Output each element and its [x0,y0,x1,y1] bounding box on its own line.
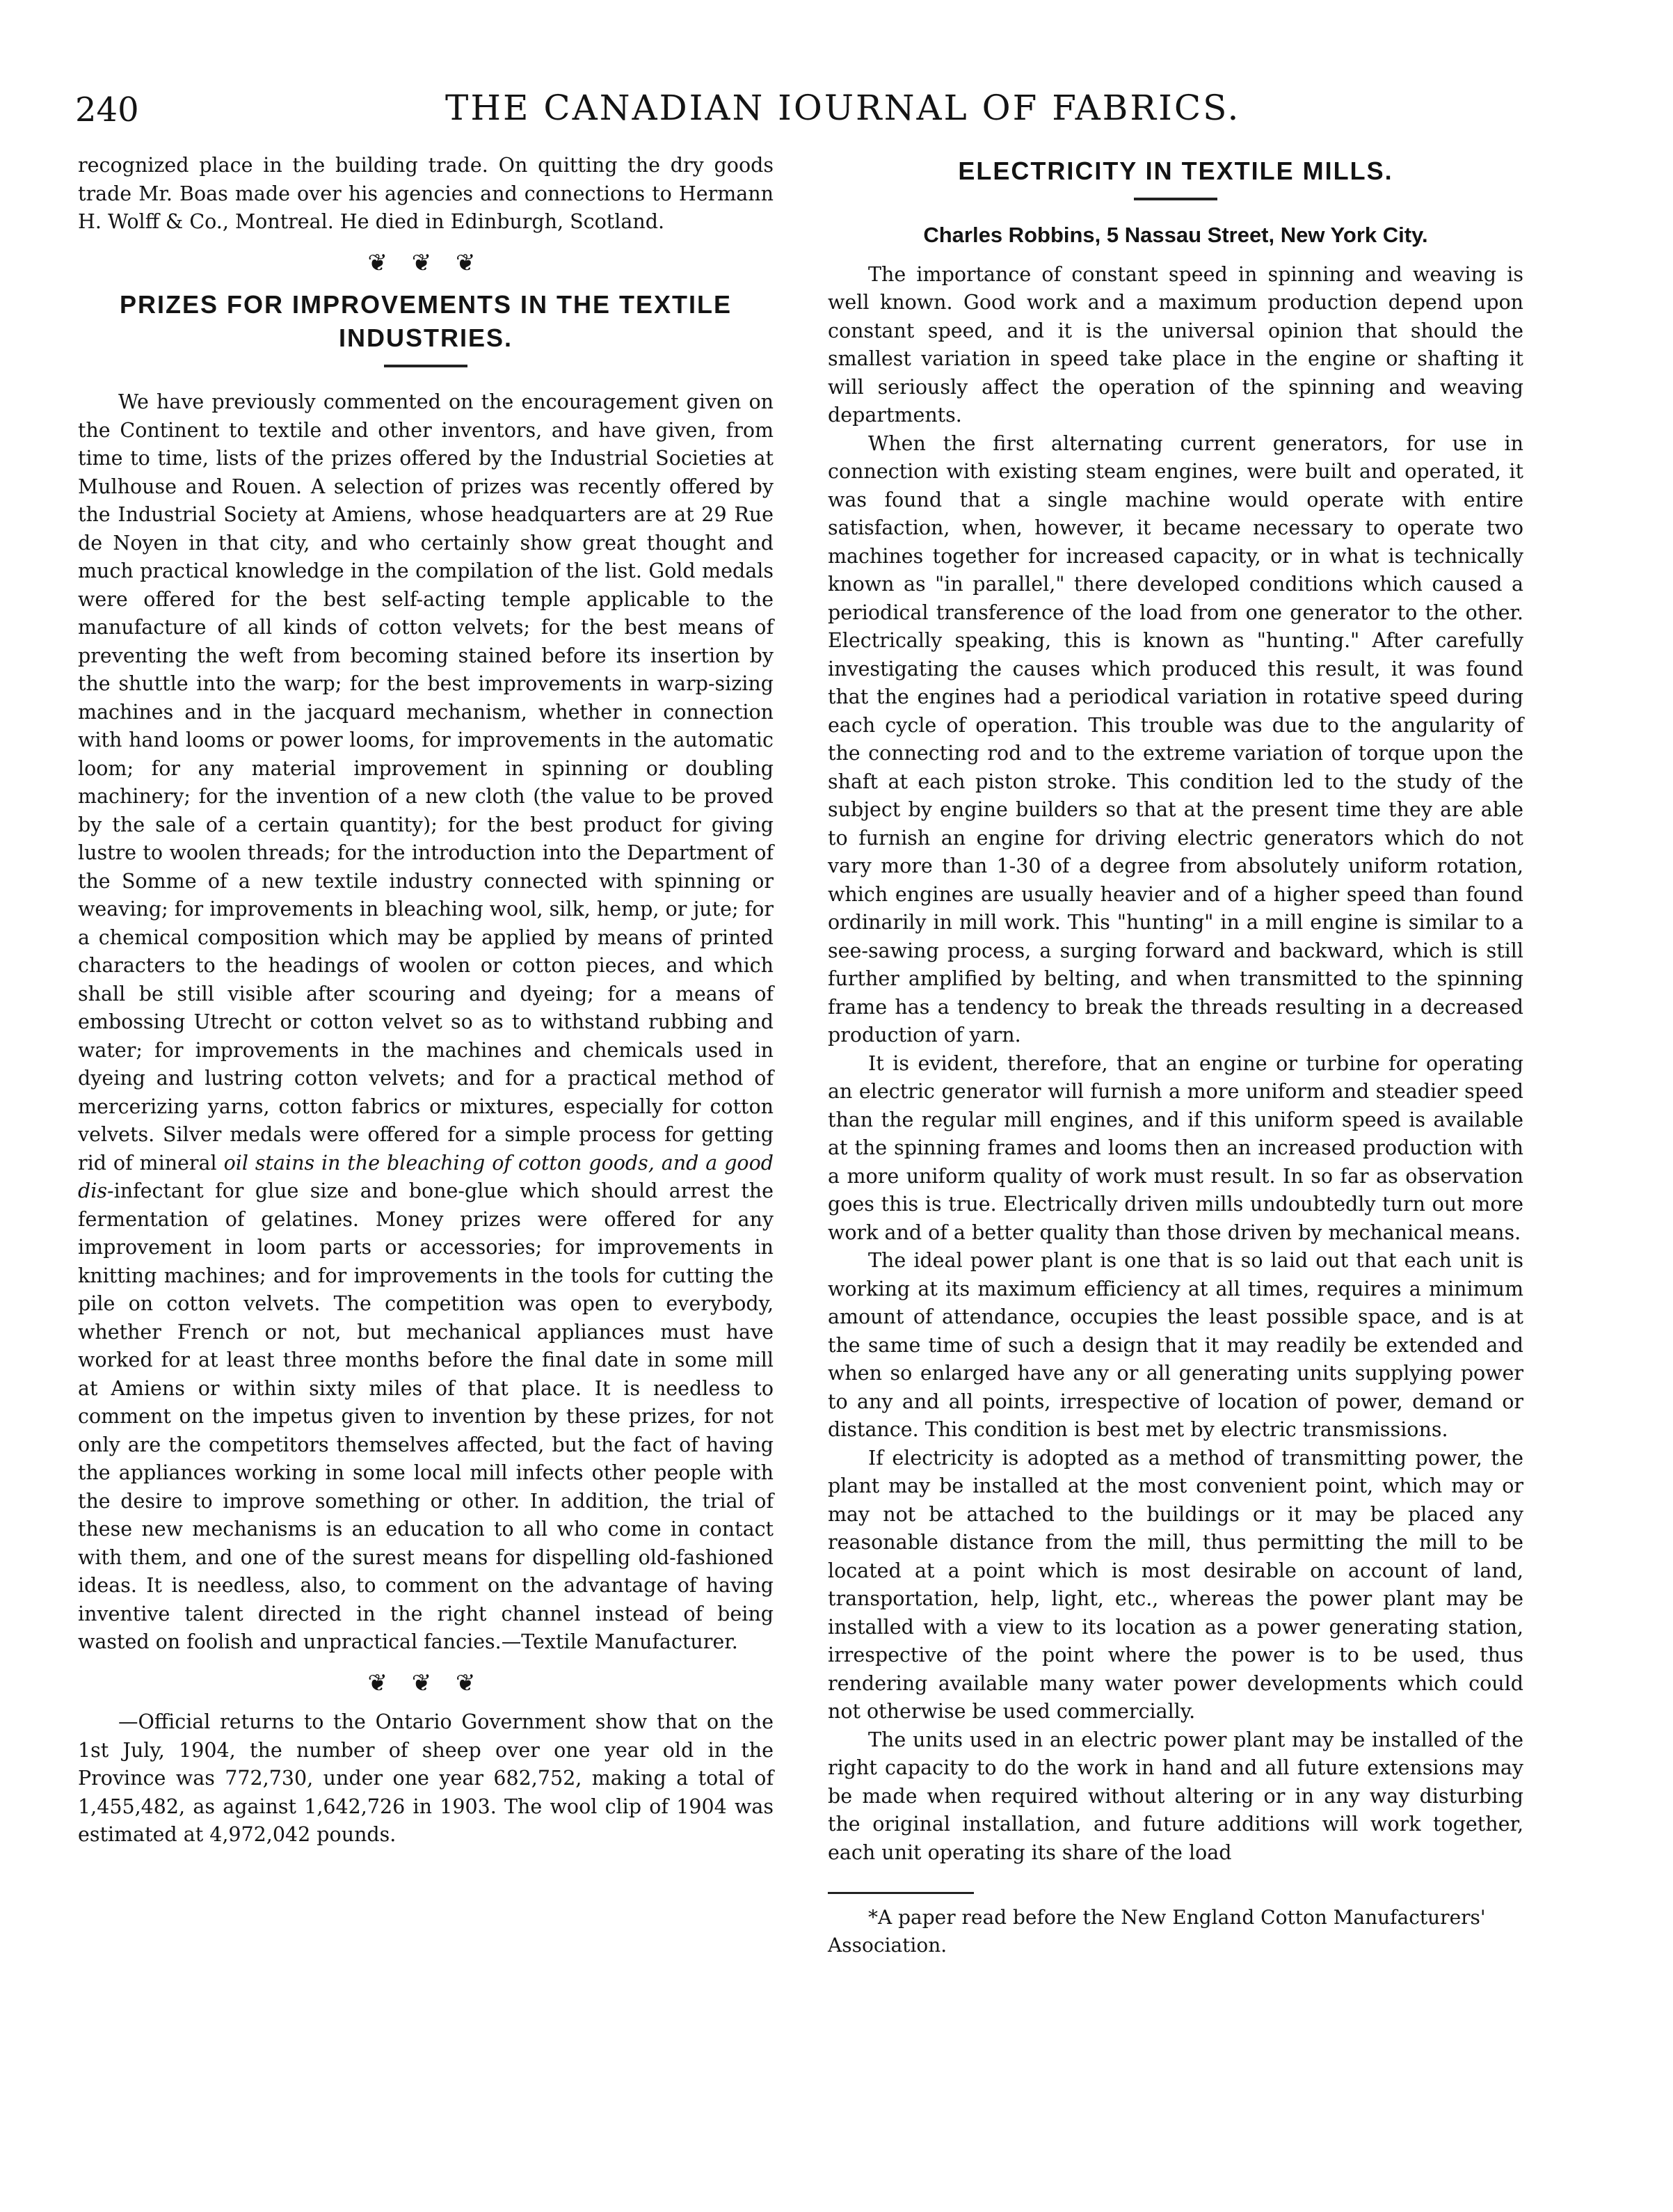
article-paragraph: The units used in an electric power plant may be installed of the right capacity to do the work in hand and all future extensions may be made when required without altering or in any way disturbing the original installation, and future additions will work together, each unit operating its share of the load [828,1728,1523,1864]
left-column [78,152,774,1849]
heading-rule [1134,198,1217,200]
prizes-text-part-b: infectant for glue size and bone-glue which should arrest the fermentation of gelatines. Money prizes were offered for any improvement in loom parts or accessories; for improvements in knitting machines; and for improvements in the tools for cutting the pile on cotton velvets. The competition was open to everybody, whether French or not, but mechanical appliances must have worked for at least three months before the final date in some mill at Amiens or within sixty miles of that place. It is needless to comment on the impetus given to invention by these prizes, for not only are the competitors themselves affected, but the fact of having the appliances working in some local mill infects other people with the desire to improve something or other. In addition, the trial of these new mechanisms is an education to all who come in contact with them, and one of the surest means for dispelling old-fashioned ideas. It is needless, also, to comment on the advantage of having inventive talent directed in the right channel instead of being wasted on foolish and unpractical fancies.—Textile Manufacturer. [78,1179,774,1653]
author-byline: Charles Robbins, 5 Nassau Street, New York City. [923,223,1428,247]
journal-title: THE CANADIAN IOURNAL OF FABRICS. [445,88,1241,128]
article-paragraph: The importance of constant speed in spinning and weaving is well known. Good work and a maximum production depend upon constant speed, and it is the universal opinion that should the smallest variation in speed take place in the engine or shafting it will seriously affect the operation of the spinning and weaving departments. [828,262,1523,427]
footnote-rule [828,1892,974,1894]
continued-paragraph: recognized place in the building trade. On quitting the dry goods trade Mr. Boas made over his agencies and connections to Hermann H. Wolff & Co., Montreal. He died in Edinburgh, Scotland. [78,154,774,233]
article-paragraph: The ideal power plant is one that is so laid out that each unit is working at its maximum efficiency at all times, requires a minimum amount of attendance, occupies the least possible space, and is at the same time of such a design that it may readily be extended and when so enlarged have any or all generating units supplying power to any and all points, irrespective of location of power, demand or distance. This condition is best met by electric transmissions. [828,1249,1523,1441]
right-column [828,152,1523,1959]
electricity-heading: ELECTRICITY IN TEXTILE MILLS. [958,157,1393,185]
ontario-sheep-paragraph: —Official returns to the Ontario Government show that on the 1st July, 1904, the number of sheep over one year old in the Province was 772,730, under one year 682,752, making a total of 1,455,482, as against 1,642,726 in 1903. The wool clip of 1904 was estimated at 4,972,042 pounds. [78,1710,774,1846]
ornament-divider: ❦ ❦ ❦ [367,1669,484,1697]
page-number: 240 [75,90,139,129]
ornament-divider: ❦ ❦ ❦ [367,248,484,277]
heading-rule [384,365,467,367]
article-paragraph: If electricity is adopted as a method of transmitting power, the plant may be installed at the most convenient point, which may or may not be attached to the buildings or it may be placed any reasonable distance from the mill, thus permitting the mill to be located at a point which is most desirable on account of land, transportation, help, light, etc., whereas the power plant may be installed with a view to its location as a power generating station, irrespective of the point where the power is to be used, thus rendering available many water power developments which could not otherwise be used commercially. [828,1446,1523,1723]
prizes-article-body [78,388,774,1657]
article-paragraph: When the first alternating current generators, for use in connection with existing steam engines, were built and operated, it was found that a single machine would operate with entire satisfaction, when, however, it became necessary to operate two machines together for increased capacity, or in what is technically known as "in parallel," there developed conditions which caused a periodical transference of the load from one generator to the other. Electrically speaking, this is known as "hunting." After carefully investigating the causes which produced this result, it was found that the engines had a periodical variation in rotative speed during each cycle of operation. This trouble was due to the angularity of the connecting rod and to the extreme variation of torque upon the shaft at each piston stroke. This condition led to the study of the subject by engine builders so that at the present time they are able to furnish an engine for driving electric generators which do not vary more than 1-30 of a degree from absolutely uniform rotation, which engines are usually heavier and of a higher speed than found ordinarily in mill work. This "hunting" in a mill engine is similar to a see-sawing process, a surging forward and backward, which is still further amplified by belting, and when transmitted to the spinning frame has a tendency to break the threads resulting in a decreased production of yarn. [828,431,1523,1047]
prizes-text-italic: oil stains in the bleaching of cotton goods, and a good dis- [78,1151,774,1202]
article-paragraph: It is evident, therefore, that an engine or turbine for operating an electric generator will furnish a more uniform and steadier speed than the regular mill engines, and if this uniform speed is available at the spinning frames and looms then an increased production with a more uniform quality of work must result. In so far as observation goes this is true. Electrically driven mills undoubtedly turn out more work and of a better quality than those driven by mechanical means. [828,1051,1523,1244]
prizes-heading: PRIZES FOR IMPROVEMENTS IN THE TEXTILE INDUSTRIES. [119,290,733,352]
footnote: *A paper read before the New England Cotton Manufacturers' Association. [828,1906,1486,1957]
prizes-text-part-a: We have previously commented on the encouragement given on the Continent to textile and other inventors, and have given, from time to time, lists of the prizes offered by the Industrial Societies at Mulhouse and Rouen. A selection of prizes was recently offered by the Industrial Society at Amiens, whose headquarters are at 29 Rue de Noyen in that city, and who certainly show great thought and much practical knowledge in the compilation of the list. Gold medals were offered for the best self-acting temple applicable to the manufacture of all kinds of cotton velvets; for the best means of preventing the weft from becoming stained before its insertion by the shuttle into the warp; for the best improvements in warp-sizing machines and in the jacquard mechanism, whether in connection with hand looms or power looms, for improvements in the automatic loom; for any material improvement in spinning or doubling machinery; for the invention of a new cloth (the value to be proved by the sale of a certain quantity); for the best product for giving lustre to woolen threads; for the introduction into the Department of the Somme of a new textile industry connected with spinning or weaving; for improvements in bleaching wool, silk, hemp, or jute; for a chemical composition which may be applied by means of printed characters to the headings of woolen or cotton pieces, and which shall be still visible after scouring and dyeing; for a means of embossing Utrecht or cotton velvet so as to withstand rubbing and water; for improvements in the machines and chemicals used in dyeing and lustring cotton velvets; and for a practical method of mercerizing yarns, cotton fabrics or mixtures, especially for cotton velvets. Silver medals were offered for a simple process for getting rid of mineral [78,390,774,1175]
